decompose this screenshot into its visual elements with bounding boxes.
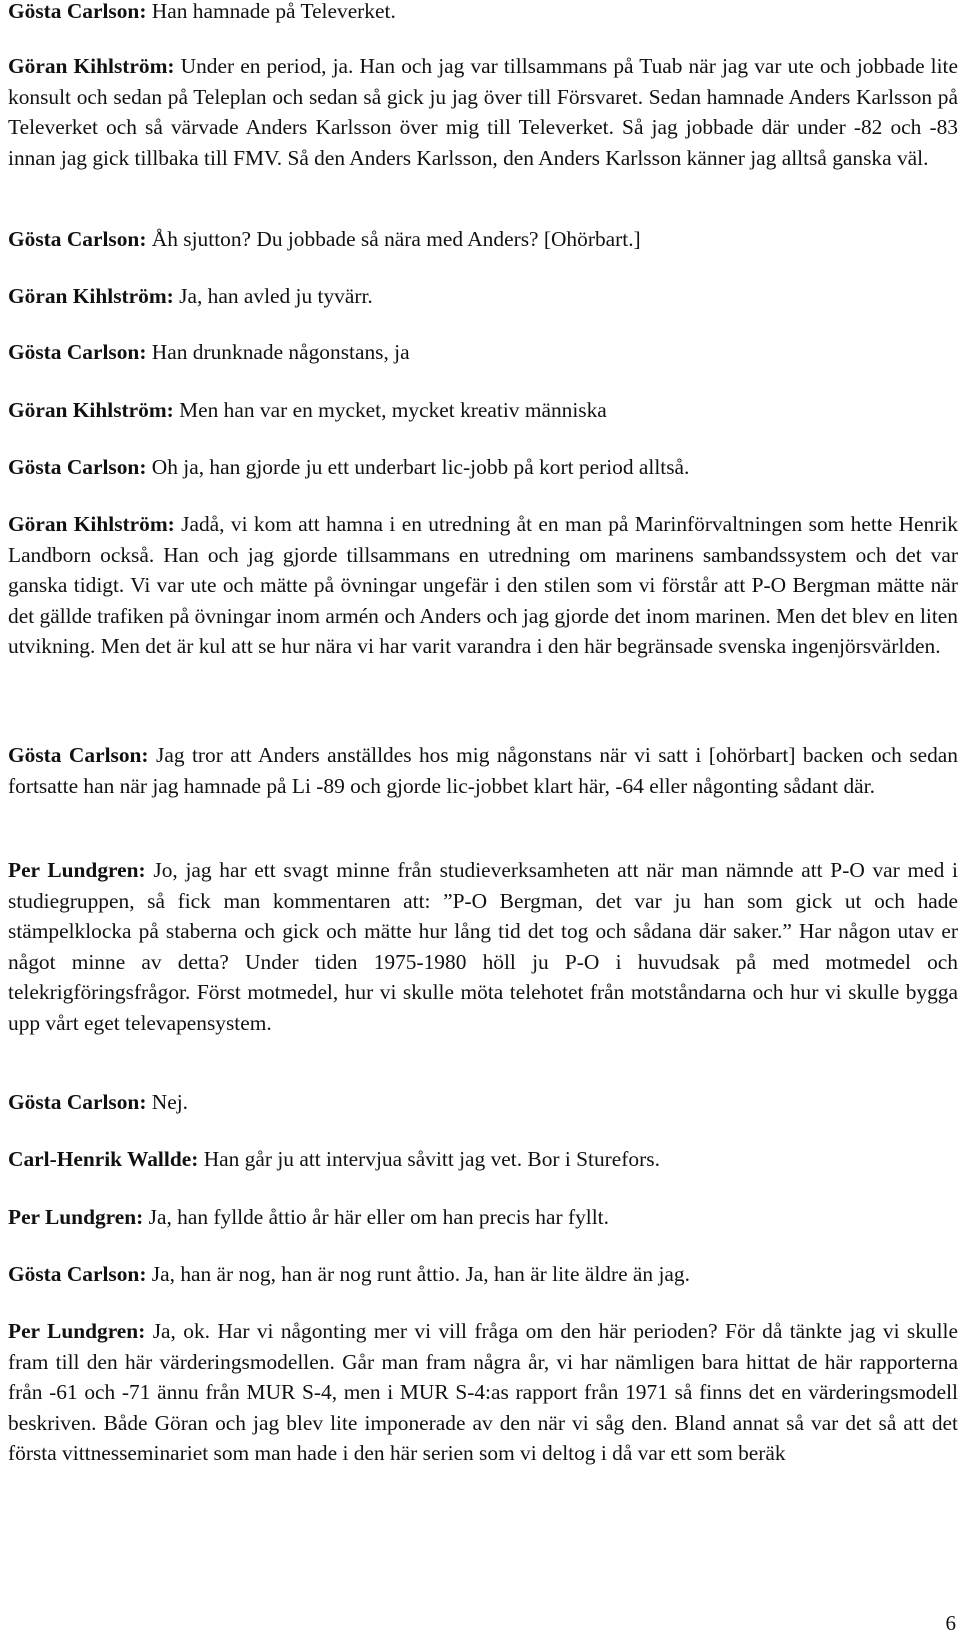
utterance-text: Ja, han avled ju tyvärr. [173, 284, 373, 308]
utterance-text: Men han var en mycket, mycket kreativ människa [173, 398, 607, 422]
utterance-text: Nej. [146, 1090, 189, 1114]
speaker-name: Carl-Henrik Wallde: [8, 1147, 199, 1171]
utterance-text: Jadå, vi kom att hamna i en utredning åt en man på Marinförvaltningen som hette Henrik Landborn också. Han och jag gjorde tillsammans en utredning om marinens sambandssystem och det var ganska tidigt. Vi var ute och mätte på övningar ungefär i den stilen som vi förstår att P-O Bergman mätte när det gällde trafiken på övningar inom armén och Anders och jag gjorde det inom marinen. Men det blev en liten utvikning. Men det är kul att se hur nära vi har varit varandra i den här begränsade svenska ingenjörsvärlden. [8, 512, 958, 658]
transcript-paragraph-14 [8, 1259, 958, 1290]
speaker-name: Gösta Carlson: [8, 227, 147, 251]
speaker-name: Gösta Carlson: [8, 743, 149, 767]
transcript-paragraph-3 [8, 224, 958, 255]
transcript-paragraph-13 [8, 1202, 958, 1233]
speaker-name: Gösta Carlson: [8, 340, 147, 364]
utterance-text: Jo, jag har ett svagt minne från studieverksamheten att när man nämnde att P-O var med i studiegruppen, så fick man kommentaren att: ”P-O Bergman, det var ju han som gick ut och hade stämpelklocka på staberna och gick och mätte hur lång tid det tog och sådana där saker.” Har någon utav er något minne av detta? Under tiden 1975-1980 höll ju P-O i huvudsak på med motmedel och telekrigföringsfrågor. Först motmedel, hur vi skulle möta telehotet från motståndarna och hur vi skulle bygga upp vårt eget televapensystem. [8, 858, 958, 1035]
transcript-paragraph-4 [8, 281, 958, 312]
speaker-name: Gösta Carlson: [8, 0, 147, 23]
transcript-paragraph-2 [8, 51, 958, 173]
utterance-text: Ja, han fyllde åttio år här eller om han precis har fyllt. [143, 1205, 609, 1229]
speaker-name: Göran Kihlström: [8, 54, 175, 78]
transcript-paragraph-11 [8, 1087, 958, 1118]
utterance-text: Åh sjutton? Du jobbade så nära med Anders? [Ohörbart.] [146, 227, 641, 251]
transcript-paragraph-6 [8, 395, 958, 426]
speaker-name: Gösta Carlson: [8, 1090, 147, 1114]
speaker-name: Per Lundgren: [8, 1319, 146, 1343]
transcript-paragraph-5 [8, 337, 958, 368]
utterance-text: Under en period, ja. Han och jag var tillsammans på Tuab när jag var ute och jobbade lite konsult och sedan på Teleplan och sedan så gick ju jag över till Försvaret. Sedan hamnade Anders Karlsson på Televerket och så värvade Anders Karlsson över mig till Televerket. Så jag jobbade där under -82 och -83 innan jag gick tillbaka till FMV. Så den Anders Karlsson, den Anders Karlsson känner jag alltså ganska väl. [8, 54, 958, 170]
transcript-paragraph-12 [8, 1144, 958, 1175]
transcript-paragraph-1 [8, 0, 958, 27]
speaker-name: Göran Kihlström: [8, 284, 174, 308]
utterance-text: Oh ja, han gjorde ju ett underbart lic-jobb på kort period alltså. [146, 455, 690, 479]
transcript-paragraph-8 [8, 509, 958, 662]
speaker-name: Gösta Carlson: [8, 1262, 147, 1286]
utterance-text: Ja, ok. Har vi någonting mer vi vill fråga om den här perioden? För då tänkte jag vi skulle fram till den här värderingsmodellen. Går man fram några år, vi har nämligen bara hittat de här rapporterna från -61 och -71 ännu från MUR S-4, men i MUR S-4:as rapport från 1971 så finns det en värderingsmodell beskriven. Både Göran och jag blev lite imponerade av den när vi såg den. Bland annat så var det så att det första vittnesseminariet som man hade i den här serien som vi deltog i då var ett som beräk [8, 1319, 958, 1465]
speaker-name: Gösta Carlson: [8, 455, 147, 479]
transcript-paragraph-15 [8, 1316, 958, 1469]
transcript-paragraph-9 [8, 740, 958, 801]
speaker-name: Göran Kihlström: [8, 398, 174, 422]
utterance-text: Ja, han är nog, han är nog runt åttio. Ja, han är lite äldre än jag. [146, 1262, 690, 1286]
utterance-text: Han drunknade någonstans, ja [146, 340, 410, 364]
speaker-name: Per Lundgren: [8, 858, 146, 882]
page-number: 6 [945, 1611, 956, 1635]
speaker-name: Göran Kihlström: [8, 512, 175, 536]
speaker-name: Per Lundgren: [8, 1205, 144, 1229]
utterance-text: Han går ju att intervjua såvitt jag vet. Bor i Sturefors. [198, 1147, 660, 1171]
transcript-paragraph-10 [8, 855, 958, 1038]
utterance-text: Jag tror att Anders anställdes hos mig någonstans när vi satt i [ohörbart] backen och sedan fortsatte han när jag hamnade på Li -89 och gjorde lic-jobbet klart här, -64 eller någonting sådant där. [8, 743, 958, 798]
transcript-paragraph-7 [8, 452, 958, 483]
utterance-text: Han hamnade på Televerket. [146, 0, 396, 23]
